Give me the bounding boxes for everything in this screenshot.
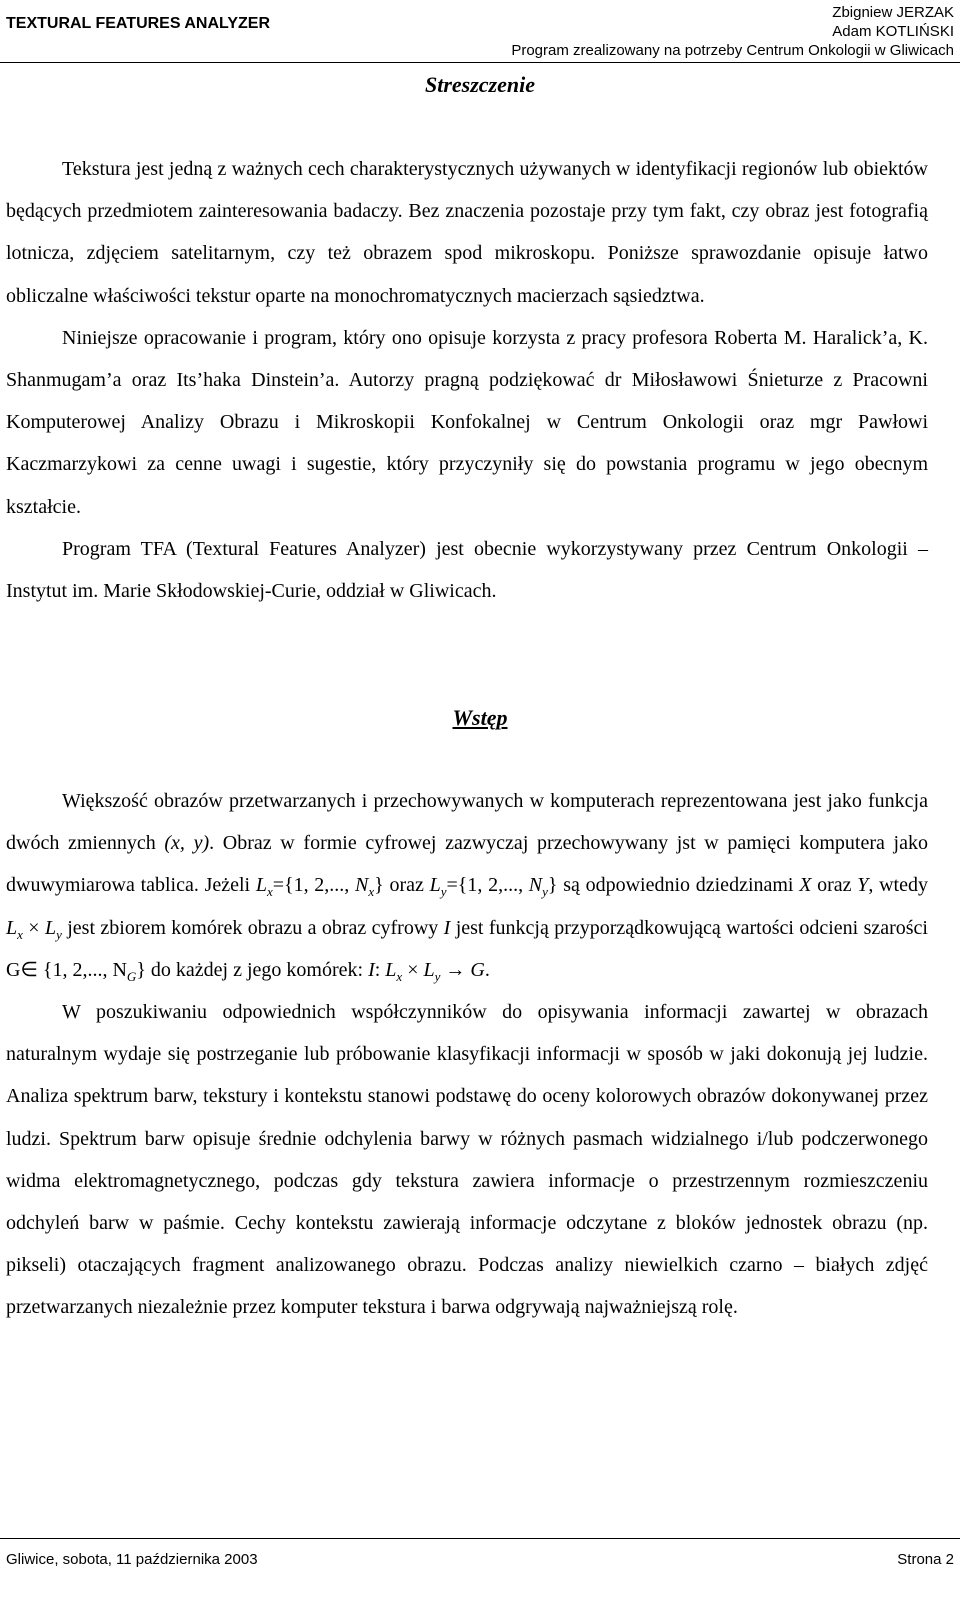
program-note: Program zrealizowany na potrzeby Centrum Onkologii w Gliwicach bbox=[511, 42, 954, 59]
page-header bbox=[0, 0, 960, 63]
page-number: Strona 2 bbox=[897, 1551, 954, 1568]
section-title-wstep: Wstęp bbox=[452, 705, 508, 730]
abstract-text bbox=[6, 148, 928, 612]
header-title: TEXTURAL FEATURES ANALYZER bbox=[6, 15, 271, 32]
intro-text bbox=[6, 780, 928, 1329]
author-name: Adam KOTLIŃSKI bbox=[832, 23, 954, 40]
paragraph: Niniejsze opracowanie i program, który ono opisuje korzysta z pracy profesora Roberta M. Haralick’a, K. Shanmugam’a oraz Its’haka Dinstein’a. Autorzy pragną podziękować dr Miłosławowi Śnieturze z Pracowni Komputerowej Analizy Obrazu i Mikroskopii Konfokalnej w Centrum Onkologii oraz mgr Pawłowi Kaczmarzykowi za cenne uwagi i sugestie, który przyczyniły się do powstania programu w jego obecnym kształcie. bbox=[6, 326, 928, 518]
paragraph: Tekstura jest jedną z ważnych cech charakterystycznych używanych w identyfikacji regionów lub obiektów będących przedmiotem zainteresowania badaczy. Bez znaczenia pozostaje przy tym fakt, czy obraz jest fotografią lotnicza, zdjęciem satelitarnym, czy też obrazem spod mikroskopu. Poniższe sprawozdanie opisuje łatwo obliczalne właściwości tekstur oparte na monochromatycznych macierzach sąsiedztwa. bbox=[6, 158, 928, 307]
footer-date: Gliwice, sobota, 11 października 2003 bbox=[6, 1551, 258, 1568]
page-footer bbox=[0, 1538, 960, 1618]
paragraph: Większość obrazów przetwarzanych i przechowywanych w komputerach reprezentowana jest jako funkcja dwóch zmiennych (x, y). Obraz w formie cyfrowej zazwyczaj przechowywany jst w pamięci komputera jako dwuwymiarowa tablica. Jeżeli $L_x=\{1$, 2,..., $N_x$} oraz $L_y=\{1$, 2,..., $N_y$} są odpowiednio dziedzinami X oraz Y, wtedy $L_x \times L_y$ jest zbiorem komórek obrazu a obraz cyfrowy I jest funkcją przyporządkowującą wartości odcieni szarości G∈ {1, 2,..., $N_G$} do każdej z jego komórek: I: $L_x \times L_y \to G$. bbox=[6, 790, 928, 984]
author-name: Zbigniew JERZAK bbox=[832, 4, 954, 21]
header-authors bbox=[511, 3, 954, 60]
paragraph: Program TFA (Textural Features Analyzer) jest obecnie wykorzystywany przez Centrum Onkologii – Instytut im. Marie Skłodowskiej-Curie, oddział w Gliwicach. bbox=[6, 537, 928, 603]
paragraph: W poszukiwaniu odpowiednich współczynników do opisywania informacji zawartej w obrazach naturalnym wydaje się postrzeganie lub próbowanie klasyfikacji informacji w sposób w jaki dokonują jej ludzie. Analiza spektrum barw, tekstury i kontekstu stanowi podstawę do oceny kolorowych obrazów dokonywanej przez ludzi. Spektrum barw opisuje średnie odchylenia barwy w różnych pasmach widzialnego i/lub podczerwonego widma elektromagnetycznego, podczas gdy tekstura zawiera informacje o przestrzennym rozmieszczeniu odchyleń barw w paśmie. Cechy kontekstu zawierają informacje odczytane z bloków jednostek obrazu (np. pikseli) otaczających fragment analizowanego obrazu. Podczas analizy niewielkich czarno – białych zdjęć przetwarzanych niezależnie przez komputer tekstura i barwa odgrywają najważniejszą rolę. bbox=[6, 1001, 928, 1319]
section-title-streszczenie: Streszczenie bbox=[425, 72, 535, 97]
